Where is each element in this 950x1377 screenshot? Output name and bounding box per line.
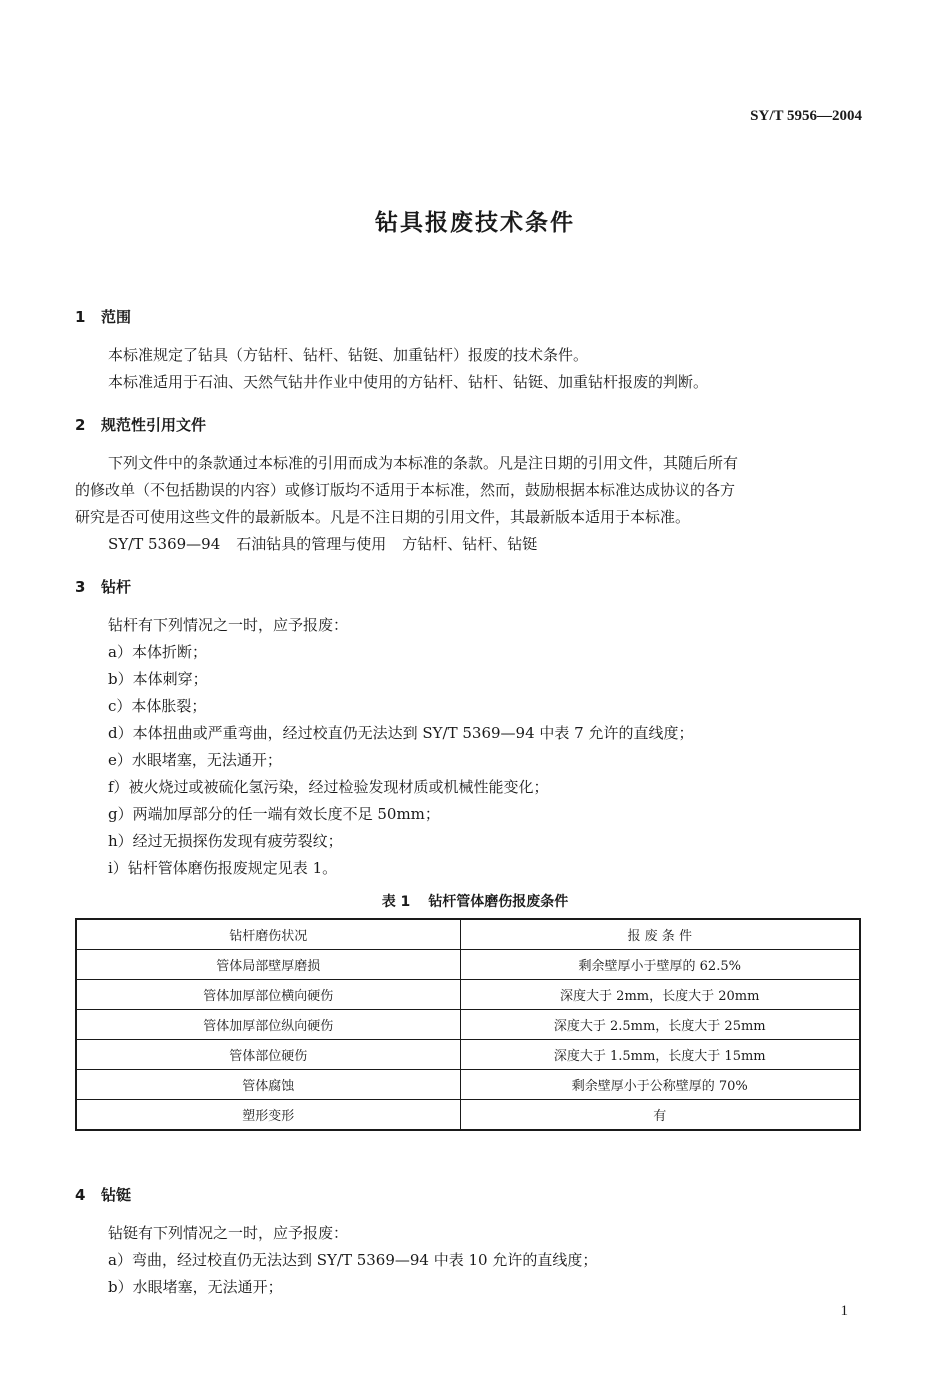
list-item: i）钻杆管体磨伤报废规定见表 1。 (108, 859, 338, 877)
page-number: 1 (840, 1303, 848, 1319)
table-row (76, 1100, 860, 1131)
table-cell: 深度大于 1.5mm，长度大于 15mm (460, 1040, 860, 1070)
table-row (76, 1040, 860, 1070)
section-3-heading (75, 576, 131, 597)
table-header-row (76, 919, 860, 950)
list-item: a）弯曲，经过校直仍无法达到 SY/T 5369—94 中表 10 允许的直线度； (108, 1251, 598, 1269)
section-1-paragraph: 本标准规定了钻具（方钻杆、钻杆、钻铤、加重钻杆）报废的技术条件。 (108, 346, 589, 364)
section-title: 钻杆 (101, 578, 132, 596)
reference-subtitle: 方钻杆、钻杆、钻铤 (402, 535, 538, 553)
table-caption (0, 891, 950, 911)
section-1-heading (75, 306, 131, 327)
list-item: b）本体刺穿； (108, 670, 208, 688)
table-cell: 深度大于 2.5mm，长度大于 25mm (460, 1010, 860, 1040)
wear-scrap-table (75, 918, 861, 1131)
standard-code: SY/T 5956—2004 (750, 108, 862, 124)
list-item: b）水眼堵塞，无法通开； (108, 1278, 283, 1296)
table-row (76, 1070, 860, 1100)
list-item: d）本体扭曲或严重弯曲，经过校直仍无法达到 SY/T 5369—94 中表 7 允许的直线度； (108, 724, 694, 742)
list-item: c）本体胀裂； (108, 697, 207, 715)
table-row (76, 980, 860, 1010)
table-cell: 剩余壁厚小于壁厚的 62.5% (460, 950, 860, 980)
list-item: h）经过无损探伤发现有疲劳裂纹； (108, 832, 343, 850)
table-cell: 剩余壁厚小于公称壁厚的 70% (460, 1070, 860, 1100)
table-cell: 管体部位硬伤 (76, 1040, 460, 1070)
section-title: 钻铤 (101, 1186, 132, 1204)
table-header-cell: 报 废 条 件 (460, 919, 860, 950)
table-cell: 管体腐蚀 (76, 1070, 460, 1100)
table-label: 表 1 (381, 894, 411, 910)
section-title: 范围 (101, 308, 132, 326)
list-item: g）两端加厚部分的任一端有效长度不足 50mm； (108, 805, 440, 823)
section-number: 2 (75, 416, 86, 434)
section-2-paragraph-line: 下列文件中的条款通过本标准的引用而成为本标准的条款。凡是注日期的引用文件，其随后所有 (108, 454, 739, 472)
section-2-paragraph-line: 的修改单（不包括勘误的内容）或修订版均不适用于本标准，然而，鼓励根据本标准达成协议的各方 (75, 481, 736, 499)
table-caption-text: 钻杆管体磨伤报废条件 (428, 894, 569, 910)
table-header-cell: 钻杆磨伤状况 (76, 919, 460, 950)
table-cell: 深度大于 2mm，长度大于 20mm (460, 980, 860, 1010)
table-row (76, 1010, 860, 1040)
reference-code: SY/T 5369—94 (108, 535, 221, 553)
document-title: 钻具报废技术条件 (375, 210, 575, 236)
list-item: f）被火烧过或被硫化氢污染，经过检验发现材质或机械性能变化； (108, 778, 549, 796)
section-4-heading (75, 1184, 131, 1205)
table-cell: 塑形变形 (76, 1100, 460, 1131)
section-2-paragraph-line: 研究是否可使用这些文件的最新版本。凡是不注日期的引用文件，其最新版本适用于本标准。 (75, 508, 691, 526)
section-number: 1 (75, 308, 86, 326)
table-cell: 有 (460, 1100, 860, 1131)
section-title: 规范性引用文件 (101, 416, 207, 434)
section-2-heading (75, 414, 206, 435)
section-4-intro: 钻铤有下列情况之一时，应予报废： (108, 1224, 349, 1242)
table-cell: 管体加厚部位横向硬伤 (76, 980, 460, 1010)
section-3-intro: 钻杆有下列情况之一时，应予报废： (108, 616, 349, 634)
reference-title: 石油钻具的管理与使用 (236, 535, 387, 553)
list-item: a）本体折断； (108, 643, 207, 661)
list-item: e）水眼堵塞，无法通开； (108, 751, 282, 769)
section-number: 3 (75, 578, 86, 596)
section-number: 4 (75, 1186, 86, 1204)
table-row (76, 950, 860, 980)
table-cell: 管体局部壁厚磨损 (76, 950, 460, 980)
table-cell: 管体加厚部位纵向硬伤 (76, 1010, 460, 1040)
section-1-paragraph: 本标准适用于石油、天然气钻井作业中使用的方钻杆、钻杆、钻铤、加重钻杆报废的判断。 (108, 373, 709, 391)
normative-reference (108, 534, 537, 554)
